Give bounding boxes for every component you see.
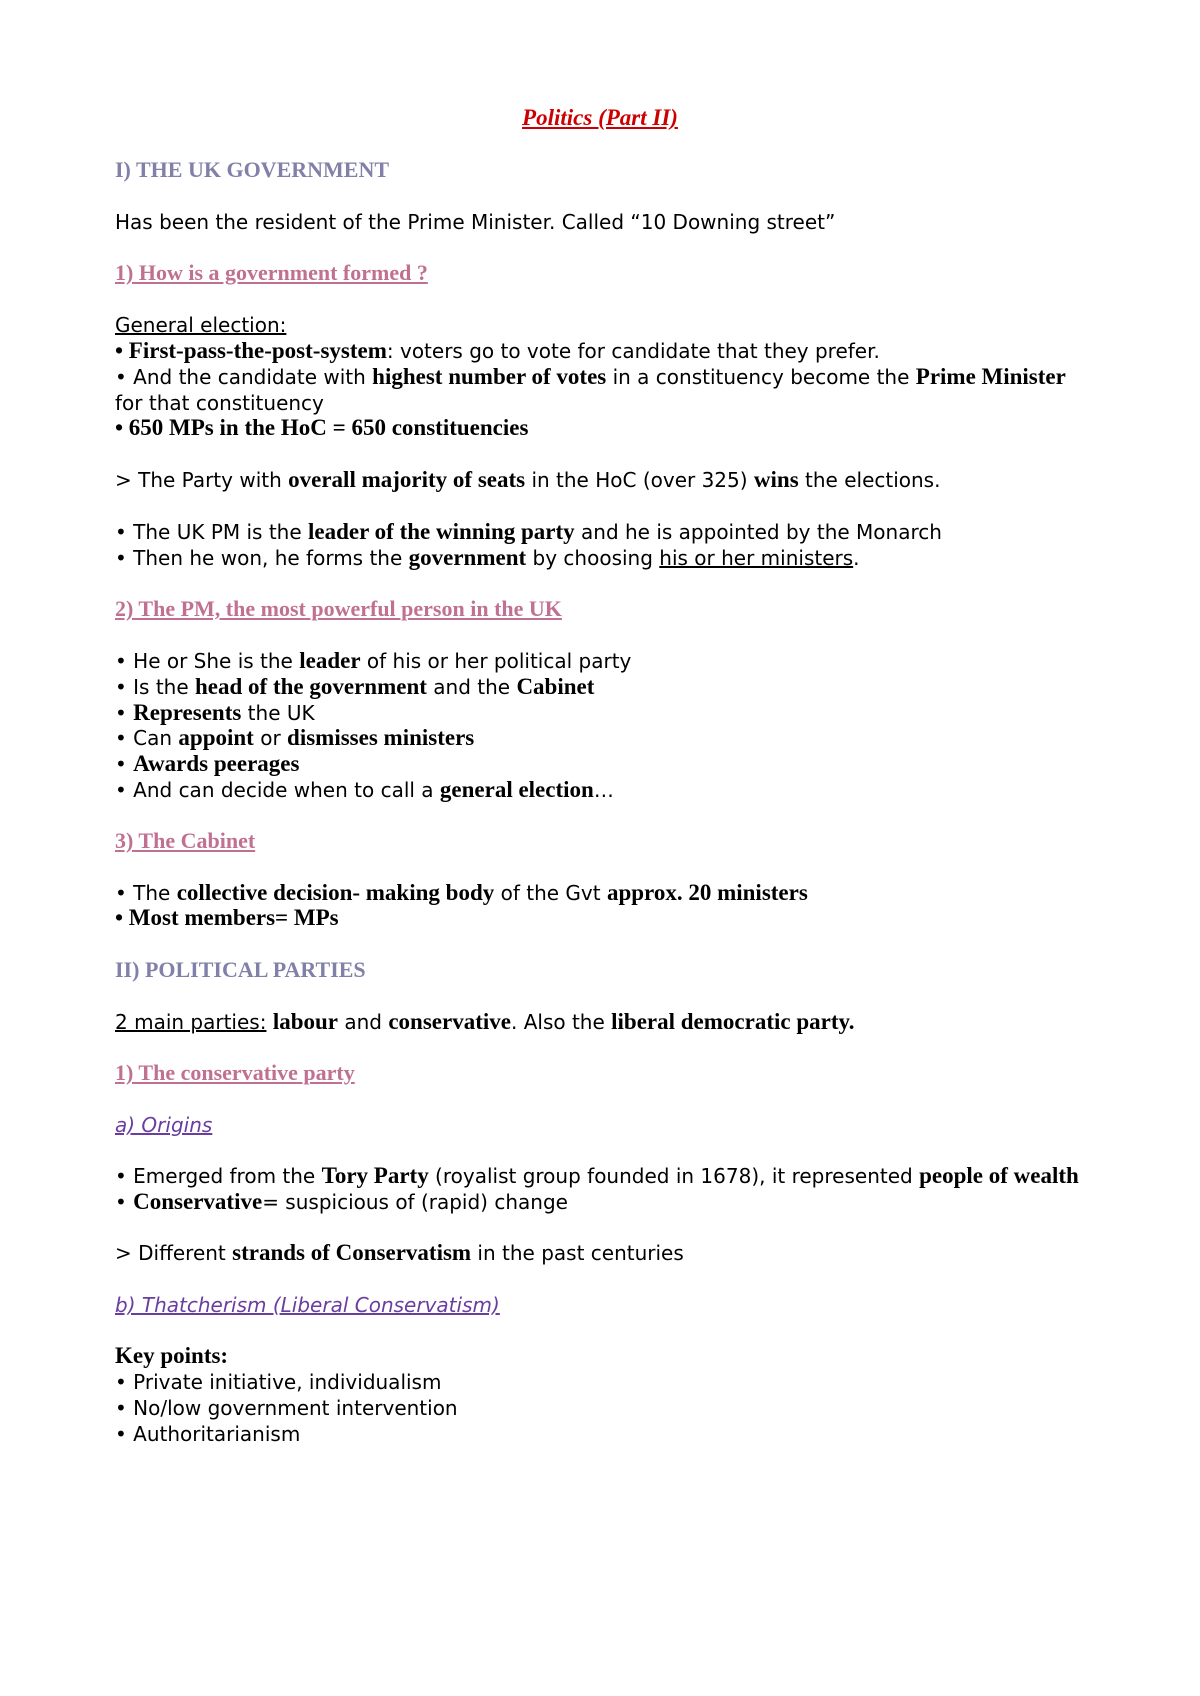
text: and the xyxy=(426,675,517,699)
cabinet-bullet-members: • Most members= MPs xyxy=(115,905,339,930)
bold-text: Represents xyxy=(133,700,242,725)
general-election-label: General election: xyxy=(115,313,287,337)
text: by choosing xyxy=(526,546,660,570)
text: and xyxy=(338,1010,389,1034)
text: the elections. xyxy=(798,468,941,492)
text: … xyxy=(593,778,614,802)
subsub-heading-thatcherism: b) Thatcherism (Liberal Conservatism) xyxy=(115,1293,500,1317)
bold-text: general election xyxy=(439,777,594,802)
bold-text: wins xyxy=(753,467,799,492)
bullet-forms-government xyxy=(115,543,1140,573)
subsection-heading-pm: 2) The PM, the most powerful person in the UK xyxy=(115,596,562,621)
bold-text: strands of Conservatism xyxy=(232,1240,472,1265)
text: (royalist group founded in 1678), it represented xyxy=(428,1164,920,1188)
text: • Can xyxy=(115,726,179,750)
text: • xyxy=(115,752,134,776)
bold-text: Conservative xyxy=(133,1189,263,1214)
bullet-bold-text: highest number of votes xyxy=(372,364,607,389)
bold-text: appoint xyxy=(178,725,254,750)
text: • xyxy=(115,1190,134,1214)
text: • He or She is the xyxy=(115,649,300,673)
bold-text: Awards peerages xyxy=(133,751,300,776)
bold-text: dismisses ministers xyxy=(287,725,475,750)
key-point-authoritarianism: • Authoritarianism xyxy=(115,1422,301,1446)
text: > The Party with xyxy=(115,468,289,492)
text: and he is appointed by the Monarch xyxy=(574,520,942,544)
text: • Is the xyxy=(115,675,196,699)
text: • Emerged from the xyxy=(115,1164,322,1188)
bullet-bold-text: • First-pass-the-post-system xyxy=(115,338,387,363)
origins-bullet-conservative xyxy=(115,1187,1140,1217)
text: in the past centuries xyxy=(471,1241,684,1265)
text: = suspicious of (rapid) change xyxy=(262,1190,568,1214)
text: the UK xyxy=(241,701,315,725)
section-intro: Has been the resident of the Prime Minister. Called “10 Downing street” xyxy=(115,210,836,234)
text: . Also the xyxy=(510,1010,612,1034)
pm-bullet-general-election xyxy=(115,775,1140,805)
subsub-heading-origins: a) Origins xyxy=(115,1113,213,1137)
bold-text: leader xyxy=(299,648,361,673)
underlined-text: 2 main parties: xyxy=(115,1010,267,1034)
text: • The xyxy=(115,881,177,905)
subsection-heading-conservative: 1) The conservative party xyxy=(115,1060,355,1085)
text: • xyxy=(115,701,134,725)
bold-text: liberal democratic party. xyxy=(611,1009,855,1034)
document-title: Politics (Part II) xyxy=(522,105,678,130)
text: or xyxy=(253,726,288,750)
bullet-text: in a constituency become the xyxy=(606,365,916,389)
text: • The UK PM is the xyxy=(115,520,309,544)
subsection-heading-government-formed: 1) How is a government formed ? xyxy=(115,260,428,285)
bold-text: labour xyxy=(272,1009,338,1034)
bullet-continuation: for that constituency xyxy=(115,391,324,415)
text: • Then he won, he forms the xyxy=(115,546,409,570)
text: in the HoC (over 325) xyxy=(525,468,754,492)
text: . xyxy=(853,546,860,570)
bold-text: leader of the winning party xyxy=(308,519,575,544)
bullet-text: • And the candidate with xyxy=(115,365,373,389)
bold-text: Tory Party xyxy=(321,1163,429,1188)
bold-text: Cabinet xyxy=(516,674,595,699)
parties-intro xyxy=(115,1007,1140,1037)
bold-text: people of wealth xyxy=(919,1163,1079,1188)
bold-text: approx. 20 ministers xyxy=(606,880,808,905)
text: • And can decide when to call a xyxy=(115,778,440,802)
bold-text: government xyxy=(408,545,527,570)
key-points-label: Key points: xyxy=(115,1343,229,1368)
text: of his or her political party xyxy=(360,649,632,673)
key-point-private-initiative: • Private initiative, individualism xyxy=(115,1370,442,1394)
text: > Different xyxy=(115,1241,233,1265)
bold-text: head of the government xyxy=(195,674,427,699)
bold-text: collective decision- making body xyxy=(176,880,495,905)
bullet-650-mps: • 650 MPs in the HoC = 650 constituencies xyxy=(115,415,529,440)
section-heading-political-parties: II) POLITICAL PARTIES xyxy=(115,957,366,982)
arrow-overall-majority xyxy=(115,465,1140,495)
section-heading-uk-government: I) THE UK GOVERNMENT xyxy=(115,157,390,182)
text: of the Gvt xyxy=(494,881,607,905)
subsection-heading-cabinet: 3) The Cabinet xyxy=(115,828,256,853)
underlined-text: his or her ministers xyxy=(659,546,854,570)
bullet-text: : voters go to vote for candidate that they prefer. xyxy=(386,339,880,363)
bullet-bold-text: Prime Minister xyxy=(915,364,1066,389)
bold-text: conservative xyxy=(388,1009,511,1034)
origins-arrow-strands xyxy=(115,1238,1140,1268)
bold-text: overall majority of seats xyxy=(288,467,526,492)
key-point-low-intervention: • No/low government intervention xyxy=(115,1396,458,1420)
